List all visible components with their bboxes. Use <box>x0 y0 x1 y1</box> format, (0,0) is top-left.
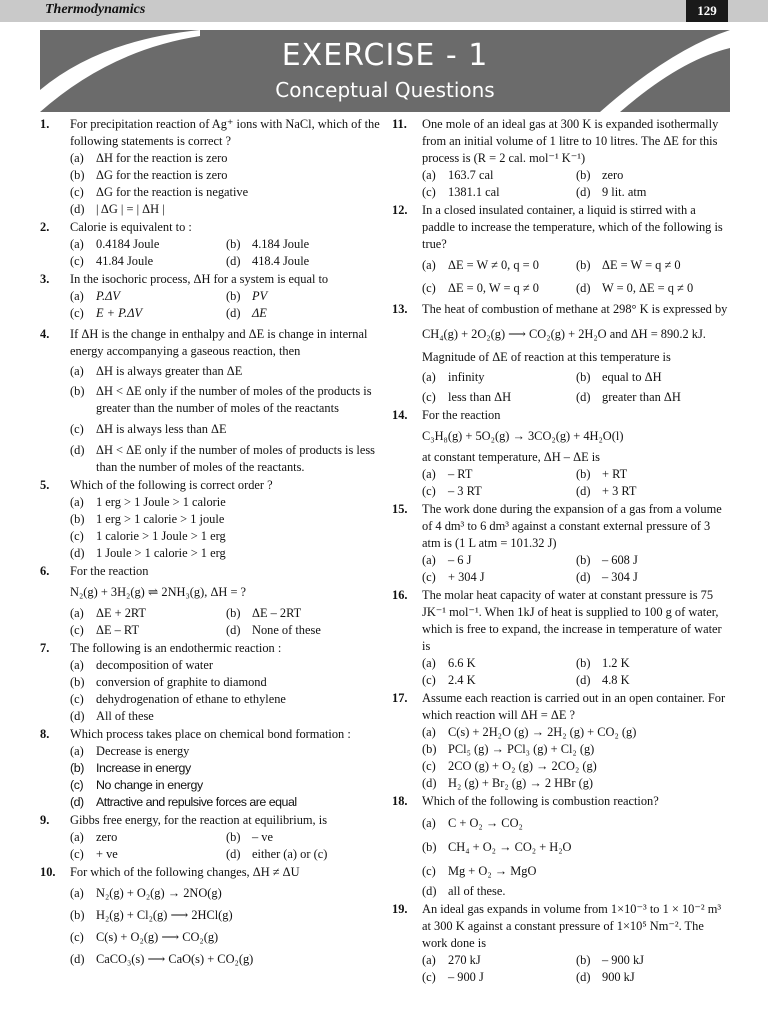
option-d: (d) ΔH < ΔE only if the number of moles of products is less than the number of moles of the reactants. <box>70 443 375 474</box>
question-8 <box>40 726 382 811</box>
option-d: (d) 1 Joule > 1 calorie > 1 erg <box>70 546 226 560</box>
question-number: 14. <box>392 408 408 422</box>
option-a: (a) C(s) + 2H₂O (g) → 2H₂ (g) + CO₂ (g) <box>422 725 637 739</box>
option-b: (b) – 608 J <box>576 553 638 567</box>
option-a: (a) ΔE + 2RT <box>70 606 147 620</box>
question-number: 7. <box>40 641 50 655</box>
question-text: Assume each reaction is carried out in an open container. For which reaction will ΔH = ΔE ? <box>422 691 726 722</box>
exercise-banner <box>40 30 730 112</box>
header-bar <box>0 0 768 22</box>
question-text: For the reaction <box>70 564 149 578</box>
option-d: (d) CaCO₃(s) ⟶ CaO(s) + CO₂(g) <box>70 952 254 966</box>
option-d: (d) ΔE <box>226 306 267 320</box>
exercise-subtitle: Conceptual Questions <box>275 78 495 102</box>
option-a: (a) 163.7 cal <box>422 168 494 182</box>
option-a: (a) 270 kJ <box>422 953 481 967</box>
option-d: (d) 418.4 Joule <box>226 254 310 268</box>
option-b: (b) 1 erg > 1 calorie > 1 joule <box>70 512 225 526</box>
option-c: (c) ΔH is always less than ΔE <box>70 422 227 436</box>
question-6 <box>40 563 382 639</box>
option-a: (a) infinity <box>422 370 485 384</box>
question-13 <box>392 301 730 406</box>
option-b: (b) CH₄ + O₂ → CO₂ + H₂O <box>422 840 572 854</box>
option-b: (b) ΔH < ΔE only if the number of moles of the products is greater than the number of moles of the reactants <box>70 384 372 415</box>
option-b: (b) – ve <box>226 830 273 844</box>
option-c: (c) 2CO (g) + O₂ (g) → 2CO₂ (g) <box>422 759 597 773</box>
question-text: The heat of combustion of methane at 298° K is expressed by <box>422 302 728 316</box>
question-number: 3. <box>40 272 50 286</box>
option-c: (c) ΔE – RT <box>70 623 140 637</box>
option-a: (a) decomposition of water <box>70 658 213 672</box>
chapter-title: Thermodynamics <box>45 2 146 17</box>
option-c: (c) 1 calorie > 1 Joule > 1 erg <box>70 529 226 543</box>
option-a: (a) 1 erg > 1 Joule > 1 calorie <box>70 495 226 509</box>
option-d: (d) | ΔG | = | ΔH | <box>70 202 165 216</box>
left-column <box>40 116 382 969</box>
question-text: In the isochoric process, ΔH for a system is equal to <box>70 272 329 286</box>
question-10 <box>40 864 382 968</box>
question-number: 15. <box>392 502 408 516</box>
option-a: (a) P.ΔV <box>70 289 120 303</box>
question-number: 8. <box>40 727 50 741</box>
option-b: (b) Increase in energy <box>70 761 191 775</box>
option-c: (c) ΔG for the reaction is negative <box>70 185 249 199</box>
question-number: 12. <box>392 203 408 217</box>
question-text: Gibbs free energy, for the reaction at equilibrium, is <box>70 813 328 827</box>
option-d: (d) Attractive and repulsive forces are equal <box>70 795 297 809</box>
question-text-continued: Magnitude of ΔE of reaction at this temperature is <box>422 350 671 364</box>
question-text: In a closed insulated container, a liquid is stirred with a paddle to increase the temperature, which of the following is true? <box>422 203 723 251</box>
option-a: (a) – 6 J <box>422 553 472 567</box>
option-d: (d) 4.8 K <box>576 673 630 687</box>
reaction-equation: N₂(g) + 3H₂(g) ⇌ 2NH₃(g), ΔH = ? <box>70 585 247 599</box>
option-c: (c) Mg + O₂ → MgO <box>422 864 537 878</box>
option-b: (b) ΔE = W = q ≠ 0 <box>576 258 681 272</box>
question-number: 9. <box>40 813 50 827</box>
option-a: (a) – RT <box>422 467 473 481</box>
reaction-equation: CH₄(g) + 2O₂(g) ⟶ CO₂(g) + 2H₂O and ΔH = 890.2 kJ. <box>422 327 706 341</box>
option-a: (a) ΔH for the reaction is zero <box>70 151 228 165</box>
option-a: (a) C + O₂ → CO₂ <box>422 816 523 830</box>
question-text: Which of the following is correct order ? <box>70 478 273 492</box>
exercise-title: EXERCISE - 1 <box>281 38 489 73</box>
question-15 <box>392 501 730 586</box>
question-14 <box>392 407 730 500</box>
option-a: (a) 6.6 K <box>422 656 476 670</box>
question-text: If ΔH is the change in enthalpy and ΔE is change in internal energy accompanying a gaseous reaction, then <box>70 327 368 358</box>
option-a: (a) Decrease is energy <box>70 744 190 758</box>
option-c: (c) – 3 RT <box>422 484 482 498</box>
question-text: The following is an endothermic reaction : <box>70 641 282 655</box>
option-b: (b) PV <box>226 289 268 303</box>
option-d: (d) + 3 RT <box>576 484 637 498</box>
question-text: One mole of an ideal gas at 300 K is expanded isothermally from an initial volume of 1 litre to 10 litres. The ΔE for this process is (R = 2 cal. mol⁻¹ K⁻¹) <box>422 117 719 165</box>
question-number: 10. <box>40 865 56 879</box>
question-number: 19. <box>392 902 408 916</box>
option-a: (a) ΔE = W ≠ 0, q = 0 <box>422 258 539 272</box>
option-c: (c) – 900 J <box>422 970 484 984</box>
question-18 <box>392 793 730 900</box>
question-text: Which of the following is combustion reaction? <box>422 794 659 808</box>
question-text: Which process takes place on chemical bond formation : <box>70 727 351 741</box>
question-text: An ideal gas expands in volume from 1×10⁻³ to 1 × 10⁻² m³ at 300 K against a constant pressure of 1×10⁵ Nm⁻². The work done is <box>422 902 722 950</box>
question-4 <box>40 326 382 476</box>
question-number: 2. <box>40 220 50 234</box>
question-text: The molar heat capacity of water at constant pressure is 75 JK⁻¹ mol⁻¹. When 1kJ of heat is supplied to 100 g of water, which is free to expand, the increase in temperature of water is <box>422 588 722 653</box>
option-d: (d) 900 kJ <box>576 970 635 984</box>
question-19 <box>392 901 730 986</box>
option-d: (d) – 304 J <box>576 570 638 584</box>
option-c: (c) + ve <box>70 847 118 861</box>
option-b: (b) H₂(g) + Cl₂(g) ⟶ 2HCl(g) <box>70 908 233 922</box>
question-number: 17. <box>392 691 408 705</box>
question-2 <box>40 219 382 270</box>
question-11 <box>392 116 730 201</box>
question-number: 5. <box>40 478 50 492</box>
question-3 <box>40 271 382 322</box>
question-number: 18. <box>392 794 408 808</box>
right-column <box>392 116 730 987</box>
question-17 <box>392 690 730 792</box>
option-d: (d) either (a) or (c) <box>226 847 328 861</box>
question-text: Calorie is equivalent to : <box>70 220 192 234</box>
option-b: (b) zero <box>576 168 624 182</box>
option-c: (c) C(s) + O₂(g) ⟶ CO₂(g) <box>70 930 219 944</box>
option-c: (c) E + P.ΔV <box>70 306 143 320</box>
question-text: The work done during the expansion of a gas from a volume of 4 dm³ to 6 dm³ against a constant external pressure of 3 atm is (1 L atm = 101.32 J) <box>422 502 722 550</box>
question-1 <box>40 116 382 218</box>
option-b: (b) ΔE – 2RT <box>226 606 302 620</box>
question-number: 4. <box>40 327 50 341</box>
question-number: 1. <box>40 117 50 131</box>
option-c: (c) 1381.1 cal <box>422 185 500 199</box>
option-b: (b) – 900 kJ <box>576 953 644 967</box>
question-number: 13. <box>392 302 408 316</box>
question-text: For precipitation reaction of Ag⁺ ions with NaCl, which of the following statements is correct ? <box>70 117 380 148</box>
question-7 <box>40 640 382 725</box>
option-d: (d) None of these <box>226 623 321 637</box>
option-c: (c) + 304 J <box>422 570 485 584</box>
question-number: 6. <box>40 564 50 578</box>
question-text: For the reaction <box>422 408 501 422</box>
question-text: For which of the following changes, ΔH ≠ ΔU <box>70 865 300 879</box>
option-d: (d) greater than ΔH <box>576 390 681 404</box>
option-c: (c) 41.84 Joule <box>70 254 154 268</box>
option-d: (d) all of these. <box>422 884 506 898</box>
option-d: (d) All of these <box>70 709 154 723</box>
option-c: (c) less than ΔH <box>422 390 512 404</box>
question-number: 11. <box>392 117 407 131</box>
question-12 <box>392 202 730 297</box>
option-c: (c) 2.4 K <box>422 673 476 687</box>
question-text-continued: at constant temperature, ΔH – ΔE is <box>422 450 600 464</box>
option-a: (a) ΔH is always greater than ΔE <box>70 364 243 378</box>
option-b: (b) conversion of graphite to diamond <box>70 675 267 689</box>
question-16 <box>392 587 730 689</box>
reaction-equation: C₃H₈(g) + 5O₂(g) → 3CO₂(g) + 4H₂O(l) <box>422 429 624 443</box>
option-b: (b) equal to ΔH <box>576 370 662 384</box>
question-5 <box>40 477 382 562</box>
option-b: (b) + RT <box>576 467 628 481</box>
option-b: (b) PCl₅ (g) → PCl₃ (g) + Cl₂ (g) <box>422 742 595 756</box>
question-9 <box>40 812 382 863</box>
option-d: (d) H₂ (g) + Br₂ (g) → 2 HBr (g) <box>422 776 594 790</box>
option-a: (a) N₂(g) + O₂(g) → 2NO(g) <box>70 886 222 900</box>
page-number: 129 <box>686 0 728 22</box>
option-a: (a) zero <box>70 830 118 844</box>
option-a: (a) 0.4184 Joule <box>70 237 160 251</box>
option-d: (d) W = 0, ΔE = q ≠ 0 <box>576 281 694 295</box>
option-b: (b) ΔG for the reaction is zero <box>70 168 228 182</box>
option-c: (c) No change in energy <box>70 778 203 792</box>
option-b: (b) 4.184 Joule <box>226 237 310 251</box>
option-d: (d) 9 lit. atm <box>576 185 647 199</box>
option-c: (c) dehydrogenation of ethane to ethylene <box>70 692 286 706</box>
question-number: 16. <box>392 588 408 602</box>
option-c: (c) ΔE = 0, W = q ≠ 0 <box>422 281 539 295</box>
option-b: (b) 1.2 K <box>576 656 630 670</box>
